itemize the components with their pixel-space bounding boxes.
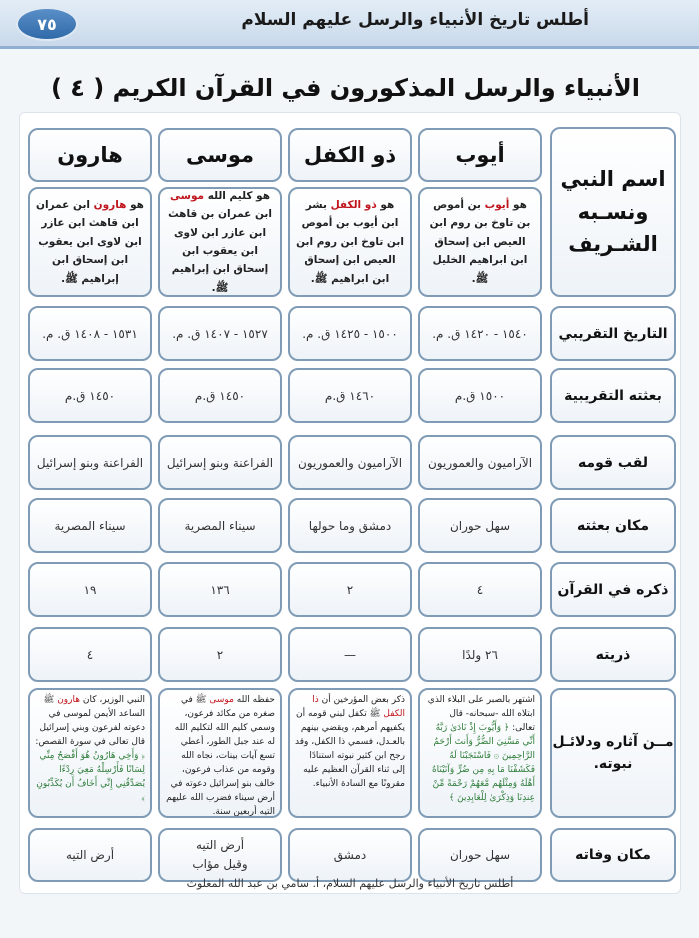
place-ayyub: سهل حوران [418, 498, 542, 553]
people-musa: الفراعنة وبنو إسرائيل [158, 435, 282, 490]
column-header-dhulkifl: ذو الكفل [288, 128, 412, 182]
bio-dhulkifl: هو ذو الكفل بشر ابن أيوب بن أموص ابن تاوخ ابن روم ابن العيص ابن إسحاق ابن ابراهيم ﷺ. [288, 187, 412, 297]
column-header-ayyub: أيوب [418, 128, 542, 182]
death-musa-line2: وقيل مؤاب [192, 857, 248, 871]
mentions-harun: ١٩ [28, 562, 152, 617]
death-harun: أرض التيه [28, 828, 152, 882]
column-header-musa: موسى [158, 128, 282, 182]
place-harun: سيناء المصرية [28, 498, 152, 553]
legacy-musa: حفظه الله موسى ﷺ في صغره من مكائد فرعون، وسمي كليم الله لتكليم الله له عند جبل الطور، أعطي تسع آيات بينات، نجاه الله وقومه من عذاب فرعون، خالف بنو إسرائيل دعوته في أرض سيناء فضرب الله عليهم التيه أربعين سنة. [158, 688, 282, 818]
column-header-harun: هارون [28, 128, 152, 182]
bio-harun: هو هارون ابن عمران ابن قاهث ابن عازر ابن لاوى ابن يعقوب ابن إسحاق ابن إبراهيم ﷺ. [28, 187, 152, 297]
row-label-mission: بعثته التقريبية [550, 368, 676, 423]
legacy-harun: النبي الوزير، كان هارون ﷺ الساعد الأيمن لموسى في دعوته لفرعون وبني إسرائيل قال تعالى في سورة القصص: ﴿ وَأَخِي هَارُونُ هُوَ أَفْصَحُ مِنِّي لِسَانًا فَأَرْسِلْهُ مَعِيَ رِدْءًا يُصَدِّقُنِي إِنِّي أَخَافُ أَن يُكَذِّبُونِ ﴾ [28, 688, 152, 818]
death-musa-line1: أرض التيه [195, 837, 245, 852]
row-label-legacy: مــن آثاره ودلائـل نبوته. [550, 688, 676, 818]
date-harun: ١٥٣١ - ١٤٠٨ ق. م. [28, 306, 152, 361]
row-label-people: لقب قومه [550, 435, 676, 490]
people-ayyub: الآراميون والعموريون [418, 435, 542, 490]
mission-musa: ١٤٥٠ ق.م [158, 368, 282, 423]
mentions-musa: ١٣٦ [158, 562, 282, 617]
offspring-dhulkifl: — [288, 627, 412, 682]
legacy-dhulkifl: ذكر بعض المؤرخين أن ذا الكفل ﷺ تكفل لبني قومه أن يكفيهم أمرهم، ويقضي بينهم بالعـدل، فسمي ذا الكفل، وقد رجح ابن كثير نبوته استنادًا إلى ثناء القرآن العظيم عليه مقرونًا مع السادة الأنبياء. [288, 688, 412, 818]
place-musa: سيناء المصرية [158, 498, 282, 553]
row-label-mentions: ذكره في القرآن [550, 562, 676, 617]
offspring-harun: ٤ [28, 627, 152, 682]
death-ayyub: سهل حوران [418, 828, 542, 882]
row-label-place: مكان بعثته [550, 498, 676, 553]
death-musa [158, 828, 282, 882]
date-ayyub: ١٥٤٠ - ١٤٢٠ ق. م. [418, 306, 542, 361]
row-label-date: التاريخ التقريبي [550, 306, 676, 361]
row-label-name: اسم النبي ونسـبه الشـريف [550, 127, 676, 297]
book-title: أطلس تاريخ الأنبياء والرسل عليهم السلام [241, 10, 589, 30]
mentions-ayyub: ٤ [418, 562, 542, 617]
bio-ayyub: هو أيوب بن أموص بن تاوخ بن روم ابن العيص ابن إسحاق ابن ابراهيم الخليل ﷺ. [418, 187, 542, 297]
date-dhulkifl: ١٥٠٠ - ١٤٢٥ ق. م. [288, 306, 412, 361]
bio-musa: هو كليم الله موسى ابن عمران بن قاهث ابن عازر ابن لاوى ابن يعقوب ابن إسحاق ابن إبراهيم ﷺ. [158, 187, 282, 297]
mentions-dhulkifl: ٢ [288, 562, 412, 617]
page-number: ٧٥ [16, 7, 78, 41]
date-musa: ١٥٢٧ - ١٤٠٧ ق. م. [158, 306, 282, 361]
legacy-ayyub: اشتهر بالصبر على البلاء الذي ابتلاه الله -سبحانه- قال تعالى: ﴿ وَأَيُّوبَ إِذْ نَادَىٰ رَبَّهُ أَنِّي مَسَّنِيَ الضُّرُّ وَأَنتَ أَرْحَمُ الرَّاحِمِينَ ۞ فَاسْتَجَبْنَا لَهُ فَكَشَفْنَا مَا بِهِ مِن ضُرٍّ وَآتَيْنَاهُ أَهْلَهُ وَمِثْلَهُم مَّعَهُمْ رَحْمَةً مِّنْ عِندِنَا وَذِكْرَىٰ لِلْعَابِدِينَ ﴾ [418, 688, 542, 818]
mission-ayyub: ١٥٠٠ ق.م [418, 368, 542, 423]
death-dhulkifl: دمشق [288, 828, 412, 882]
offspring-ayyub: ٢٦ ولدًا [418, 627, 542, 682]
page-footer: أطلس تاريخ الأنبياء والرسل عليهم السلام، أ. سامي بن عبد الله المغلوث [186, 877, 514, 890]
page-title: الأنبياء والرسل المذكورون في القرآن الكريم ( ٤ ) [50, 74, 640, 102]
page-header [0, 0, 699, 49]
people-harun: الفراعنة وبنو إسرائيل [28, 435, 152, 490]
place-dhulkifl: دمشق وما حولها [288, 498, 412, 553]
row-label-offspring: ذريته [550, 627, 676, 682]
row-label-death: مكان وفاته [550, 828, 676, 882]
offspring-musa: ٢ [158, 627, 282, 682]
people-dhulkifl: الآراميون والعموريون [288, 435, 412, 490]
mission-harun: ١٤٥٠ ق.م [28, 368, 152, 423]
mission-dhulkifl: ١٤٦٠ ق.م [288, 368, 412, 423]
